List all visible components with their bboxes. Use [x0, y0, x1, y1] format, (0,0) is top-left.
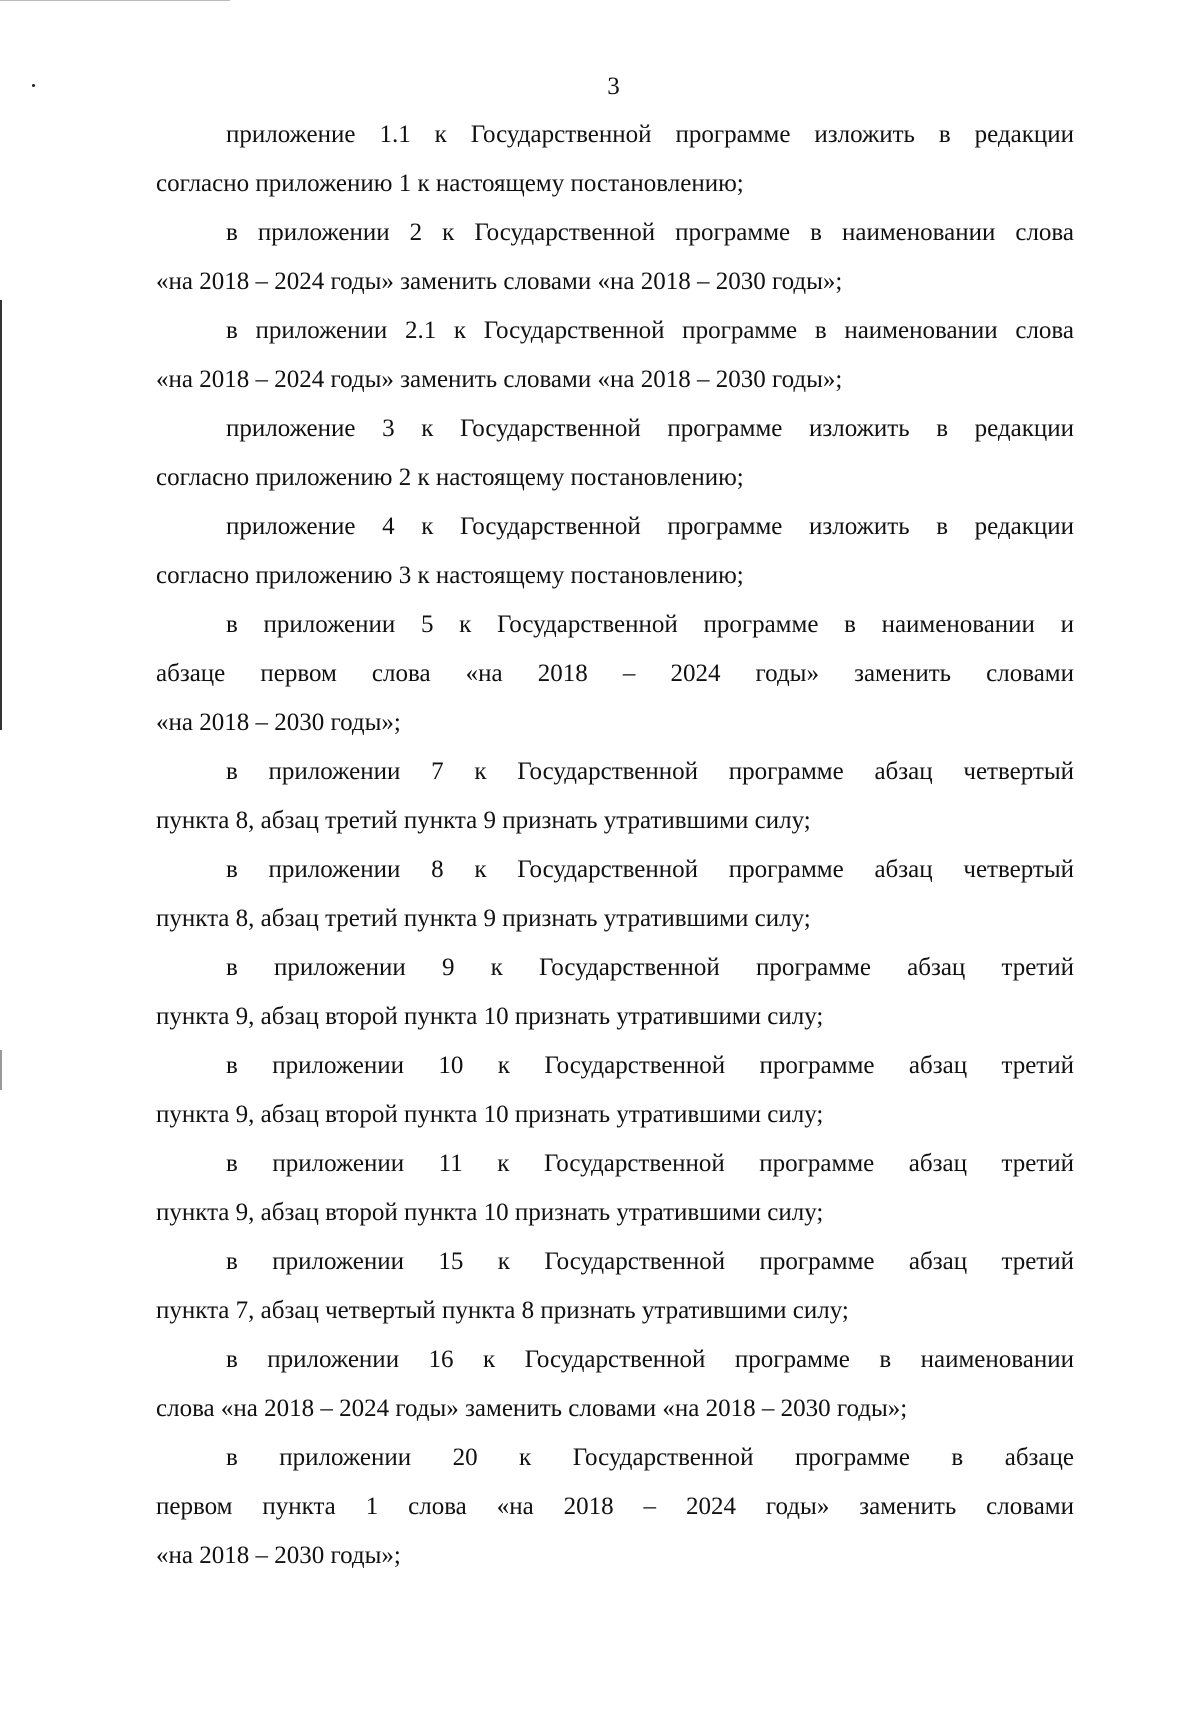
text-line: в приложении 5 к Государственной программе в наименовании и — [226, 611, 1074, 638]
text-line: «на 2018 – 2024 годы» заменить словами «на 2018 – 2030 годы»; — [156, 268, 843, 295]
text-line: согласно приложению 3 к настоящему постановлению; — [156, 562, 744, 589]
text-line: приложение 1.1 к Государственной программе изложить в редакции — [226, 121, 1074, 148]
text-line: в приложении 15 к Государственной программе абзац третий — [226, 1248, 1074, 1275]
scan-mark — [0, 300, 2, 730]
text-line: в приложении 7 к Государственной программе абзац четвертый — [226, 758, 1074, 785]
paragraph — [156, 1335, 1074, 1433]
paragraph — [156, 110, 1074, 208]
text-line: в приложении 8 к Государственной программе абзац четвертый — [226, 856, 1074, 883]
text-line: приложение 4 к Государственной программе изложить в редакции — [226, 513, 1074, 540]
text-line: в приложении 20 к Государственной программе в абзаце — [226, 1444, 1074, 1471]
text-line: пункта 8, абзац третий пункта 9 признать утратившими силу; — [156, 905, 811, 932]
paragraph — [156, 1433, 1074, 1580]
paragraph — [156, 1139, 1074, 1237]
paragraph — [156, 600, 1074, 747]
text-line: «на 2018 – 2024 годы» заменить словами «на 2018 – 2030 годы»; — [156, 366, 843, 393]
text-line: согласно приложению 2 к настоящему постановлению; — [156, 464, 744, 491]
paragraph — [156, 1237, 1074, 1335]
scan-mark — [0, 1050, 2, 1090]
text-line: «на 2018 – 2030 годы»; — [156, 709, 401, 736]
text-line: в приложении 10 к Государственной программе абзац третий — [226, 1052, 1074, 1079]
text-line: в приложении 9 к Государственной программе абзац третий — [226, 954, 1074, 981]
text-line: абзаце первом слова «на 2018 – 2024 годы» заменить словами — [156, 660, 1074, 687]
paragraph — [156, 747, 1074, 845]
text-line: пункта 7, абзац четвертый пункта 8 признать утратившими силу; — [156, 1297, 849, 1324]
paragraph — [156, 404, 1074, 502]
text-line: в приложении 2 к Государственной программе в наименовании слова — [226, 219, 1074, 246]
paragraph — [156, 943, 1074, 1041]
paragraph — [156, 306, 1074, 404]
text-line: пункта 9, абзац второй пункта 10 признать утратившими силу; — [156, 1003, 824, 1030]
paragraph — [156, 208, 1074, 306]
text-line: пункта 9, абзац второй пункта 10 признать утратившими силу; — [156, 1199, 824, 1226]
scan-mark — [0, 0, 230, 1]
text-line: слова «на 2018 – 2024 годы» заменить словами «на 2018 – 2030 годы»; — [156, 1395, 908, 1422]
text-line: пункта 9, абзац второй пункта 10 признать утратившими силу; — [156, 1101, 824, 1128]
text-line: в приложении 11 к Государственной программе абзац третий — [226, 1150, 1074, 1177]
text-line: «на 2018 – 2030 годы»; — [156, 1542, 401, 1569]
paragraph — [156, 502, 1074, 600]
text-line: первом пункта 1 слова «на 2018 – 2024 годы» заменить словами — [156, 1493, 1074, 1520]
text-line: пункта 8, абзац третий пункта 9 признать утратившими силу; — [156, 807, 811, 834]
paragraph — [156, 1041, 1074, 1139]
document-body — [156, 110, 1074, 1580]
text-line: согласно приложению 1 к настоящему постановлению; — [156, 170, 744, 197]
page-number: 3 — [607, 73, 620, 100]
paragraph — [156, 845, 1074, 943]
text-line: в приложении 16 к Государственной программе в наименовании — [226, 1346, 1074, 1373]
text-line: приложение 3 к Государственной программе изложить в редакции — [226, 415, 1074, 442]
text-line: в приложении 2.1 к Государственной программе в наименовании слова — [226, 317, 1074, 344]
